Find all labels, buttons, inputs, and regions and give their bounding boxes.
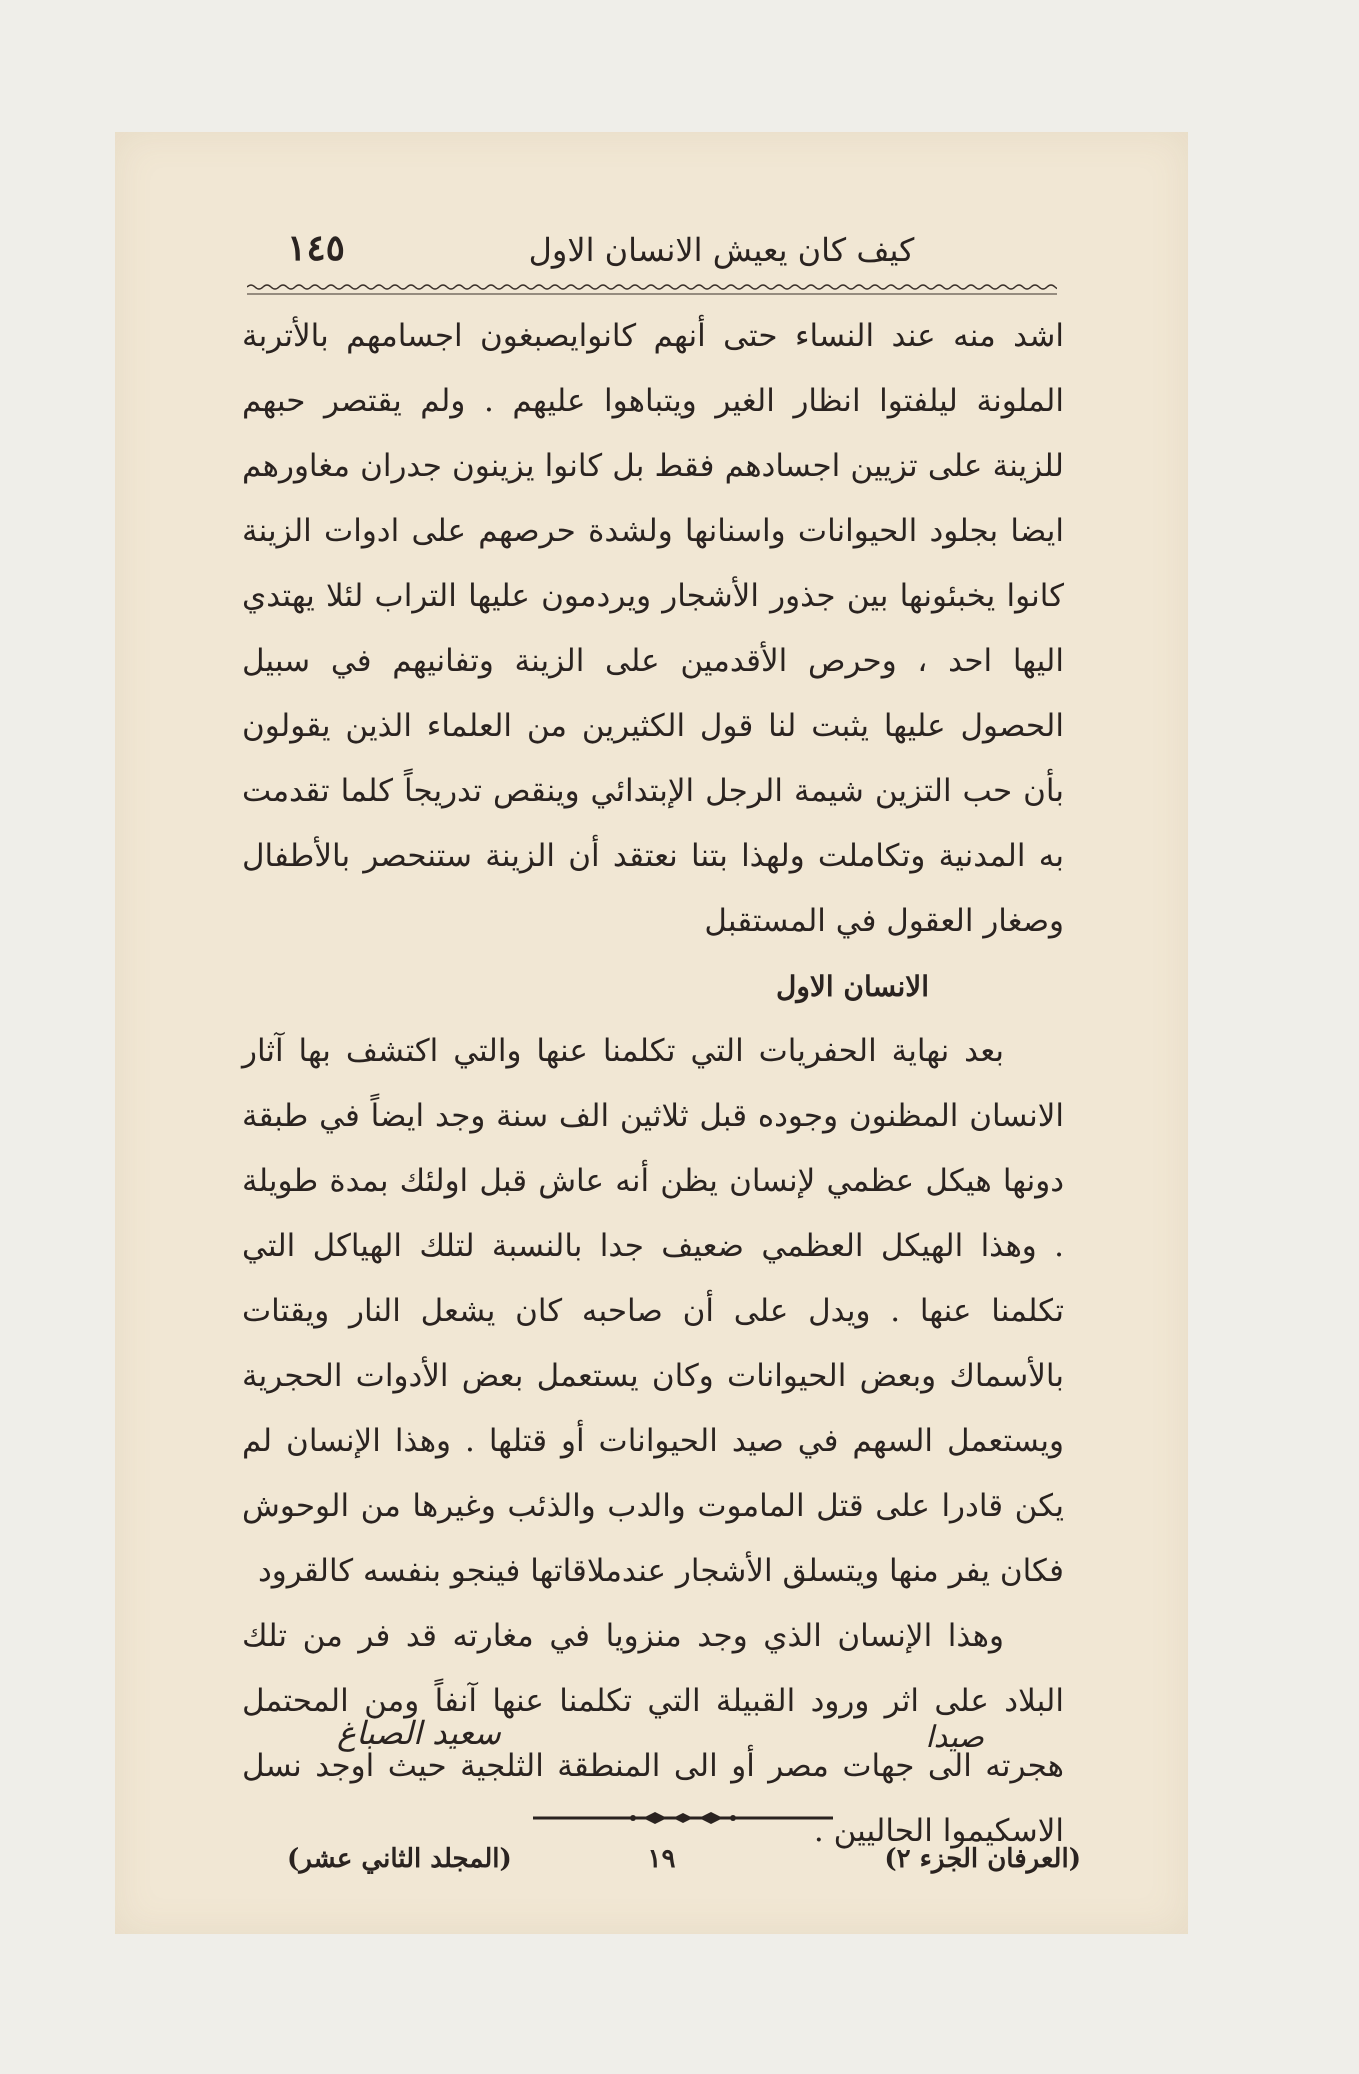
wavy-rule-divider xyxy=(247,282,1057,296)
book-page xyxy=(115,132,1188,1934)
article-body xyxy=(242,304,1064,1864)
paragraph: اشد منه عند النساء حتى أنهم كانوايصبغون اجسامهم بالأتربة الملونة ليلفتوا انظار الغير ويتباهوا عليهم . ولم يقتصر حبهم للزينة على تزيين اجسادهم فقط بل كانوا يزينون جدران مغاورهم ايضا بجلود الحيوانات واسنانها ولشدة حرصهم على ادوات الزينة كانوا يخبئونها بين جذور الأشجار ويردمون عليها التراب لئلا يهتدي اليها احد ، وحرص الأقدمين على الزينة وتفانيهم في سبيل الحصول عليها يثبت لنا قول الكثيرين من العلماء الذين يقولون بأن حب التزين شيمة الرجل الإبتدائي وينقص تدريجاً كلما تقدمت به المدنية وتكاملت ولهذا بتنا نعتقد أن الزينة ستنحصر بالأطفال وصغار العقول في المستقبل xyxy=(242,318,1064,939)
footer-journal: (العرفان الجزء ٢) xyxy=(884,1844,1081,1874)
page-number: ١٤٥ xyxy=(287,227,346,269)
signature xyxy=(242,1714,1064,1774)
footer-volume: (المجلد الثاني عشر) xyxy=(287,1844,512,1874)
running-title: كيف كان يعيش الانسان الاول xyxy=(528,231,915,269)
signature-place: صيدا xyxy=(925,1720,984,1755)
ornament-divider-icon xyxy=(533,1806,833,1830)
page-footer xyxy=(115,1844,1188,1884)
paragraph: وهذا الإنسان الذي وجد منزويا في مغارته قد فر من تلك البلاد على اثر ورود القبيلة التي تكلمنا عنها آنفاً ومن المحتمل هجرته الى جهات مصر أو الى المنطقة الثلجية حيث اوجد نسل الاسكيموا الحاليين . xyxy=(242,1618,1064,1849)
signature-author: سعيد الصباغ xyxy=(337,1714,501,1752)
footer-signature-number: ١٩ xyxy=(647,1844,676,1874)
paragraph: بعد نهاية الحفريات التي تكلمنا عنها والتي اكتشف بها آثار الانسان المظنون وجوده قبل ثلاثين الف سنة وجد ايضاً في طبقة دونها هيكل عظمي لإنسان يظن أنه عاش قبل اولئك بمدة طويلة . وهذا الهيكل العظمي ضعيف جدا بالنسبة لتلك الهياكل التي تكلمنا عنها . ويدل على أن صاحبه كان يشعل النار ويقتات بالأسماك وبعض الحيوانات وكان يستعمل بعض الأدوات الحجرية ويستعمل السهم في صيد الحيوانات أو قتلها . وهذا الإنسان لم يكن قادرا على قتل الماموت والدب والذئب وغيرها من الوحوش فكان يفر منها ويتسلق الأشجار عندملاقاتها فينجو بنفسه كالقرود xyxy=(242,1033,1064,1589)
section-heading: الانسان الاول xyxy=(776,970,929,1003)
